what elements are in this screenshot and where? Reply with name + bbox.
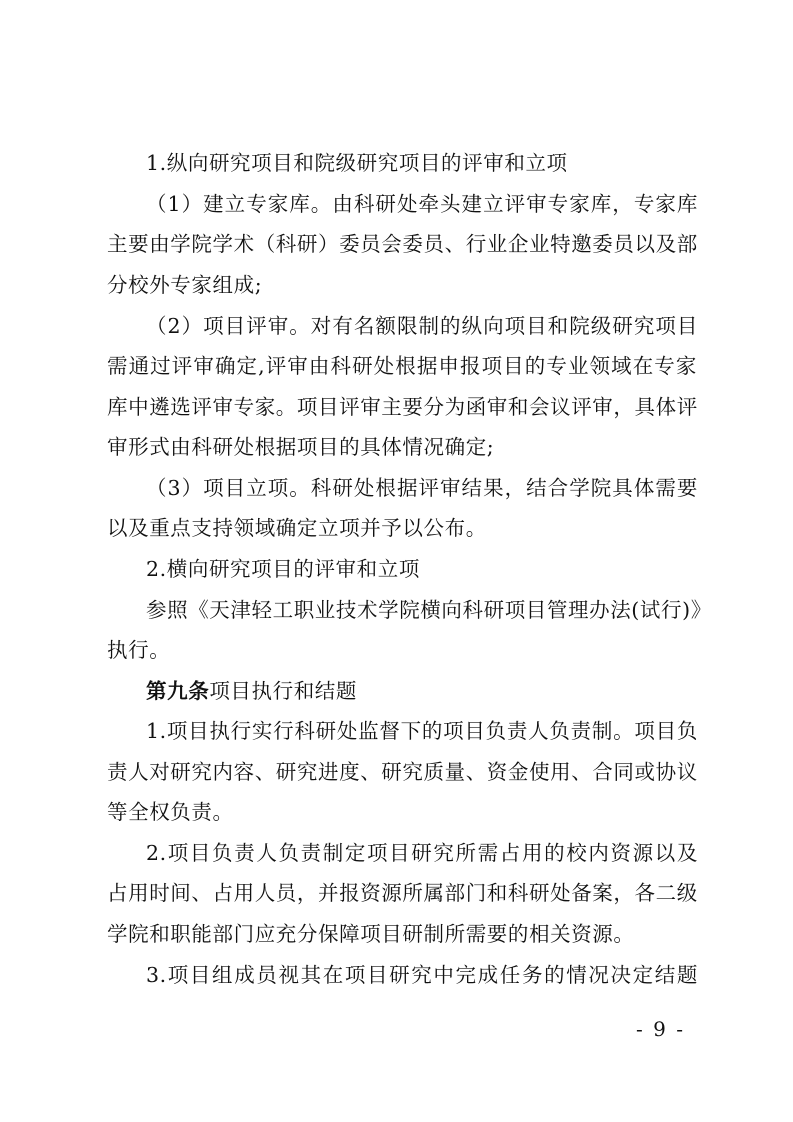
paragraph-line: 主要由学院学术（科研）委员会委员、行业企业特邀委员以及部 [107,232,698,256]
paragraph-line: 1.项目执行实行科研处监督下的项目负责人负责制。项目负 [146,719,698,743]
article-title: 项目执行和结题 [209,679,358,703]
paragraph-line: （2）项目评审。对有名额限制的纵向项目和院级研究项目 [146,314,698,338]
article-heading [146,676,698,706]
paragraph-line: 库中遴选评审专家。项目评审主要分为函审和会议评审，具体评 [107,395,698,419]
paragraph-line: 参照《天津轻工职业技术学院横向科研项目管理办法(试行)》 [146,598,712,622]
paragraph-line: （3）项目立项。科研处根据评审结果，结合学院具体需要 [146,476,698,500]
paragraph-line: 3.项目组成员视其在项目研究中完成任务的情况决定结题 [146,963,698,987]
paragraph-line: 执行。 [107,638,171,662]
paragraph-line: 审形式由科研处根据项目的具体情况确定; [107,435,495,459]
page-number: - 9 - [636,1017,685,1041]
paragraph-line: 责人对研究内容、研究进度、研究质量、资金使用、合同或协议 [107,760,698,784]
paragraph-line: 分校外专家组成; [107,273,263,297]
article-label: 第九条 [146,679,210,703]
paragraph-line: 学院和职能部门应充分保障项目研制所需要的相关资源。 [107,922,635,946]
section-heading-vertical-projects: 1.纵向研究项目和院级研究项目的评审和立项 [146,151,568,175]
paragraph-line: 占用时间、占用人员，并报资源所属部门和科研处备案，各二级 [107,881,698,905]
paragraph-line: 以及重点支持领域确定立项并予以公布。 [107,516,487,540]
paragraph-line: 2.项目负责人负责制定项目研究所需占用的校内资源以及 [146,841,698,865]
paragraph-line: 需通过评审确定,评审由科研处根据申报项目的专业领域在专家 [107,354,697,378]
paragraph-line: 等全权负责。 [107,800,234,824]
paragraph-line: （1）建立专家库。由科研处牵头建立评审专家库，专家库 [146,192,698,216]
section-heading-horizontal-projects: 2.横向研究项目的评审和立项 [146,557,420,581]
